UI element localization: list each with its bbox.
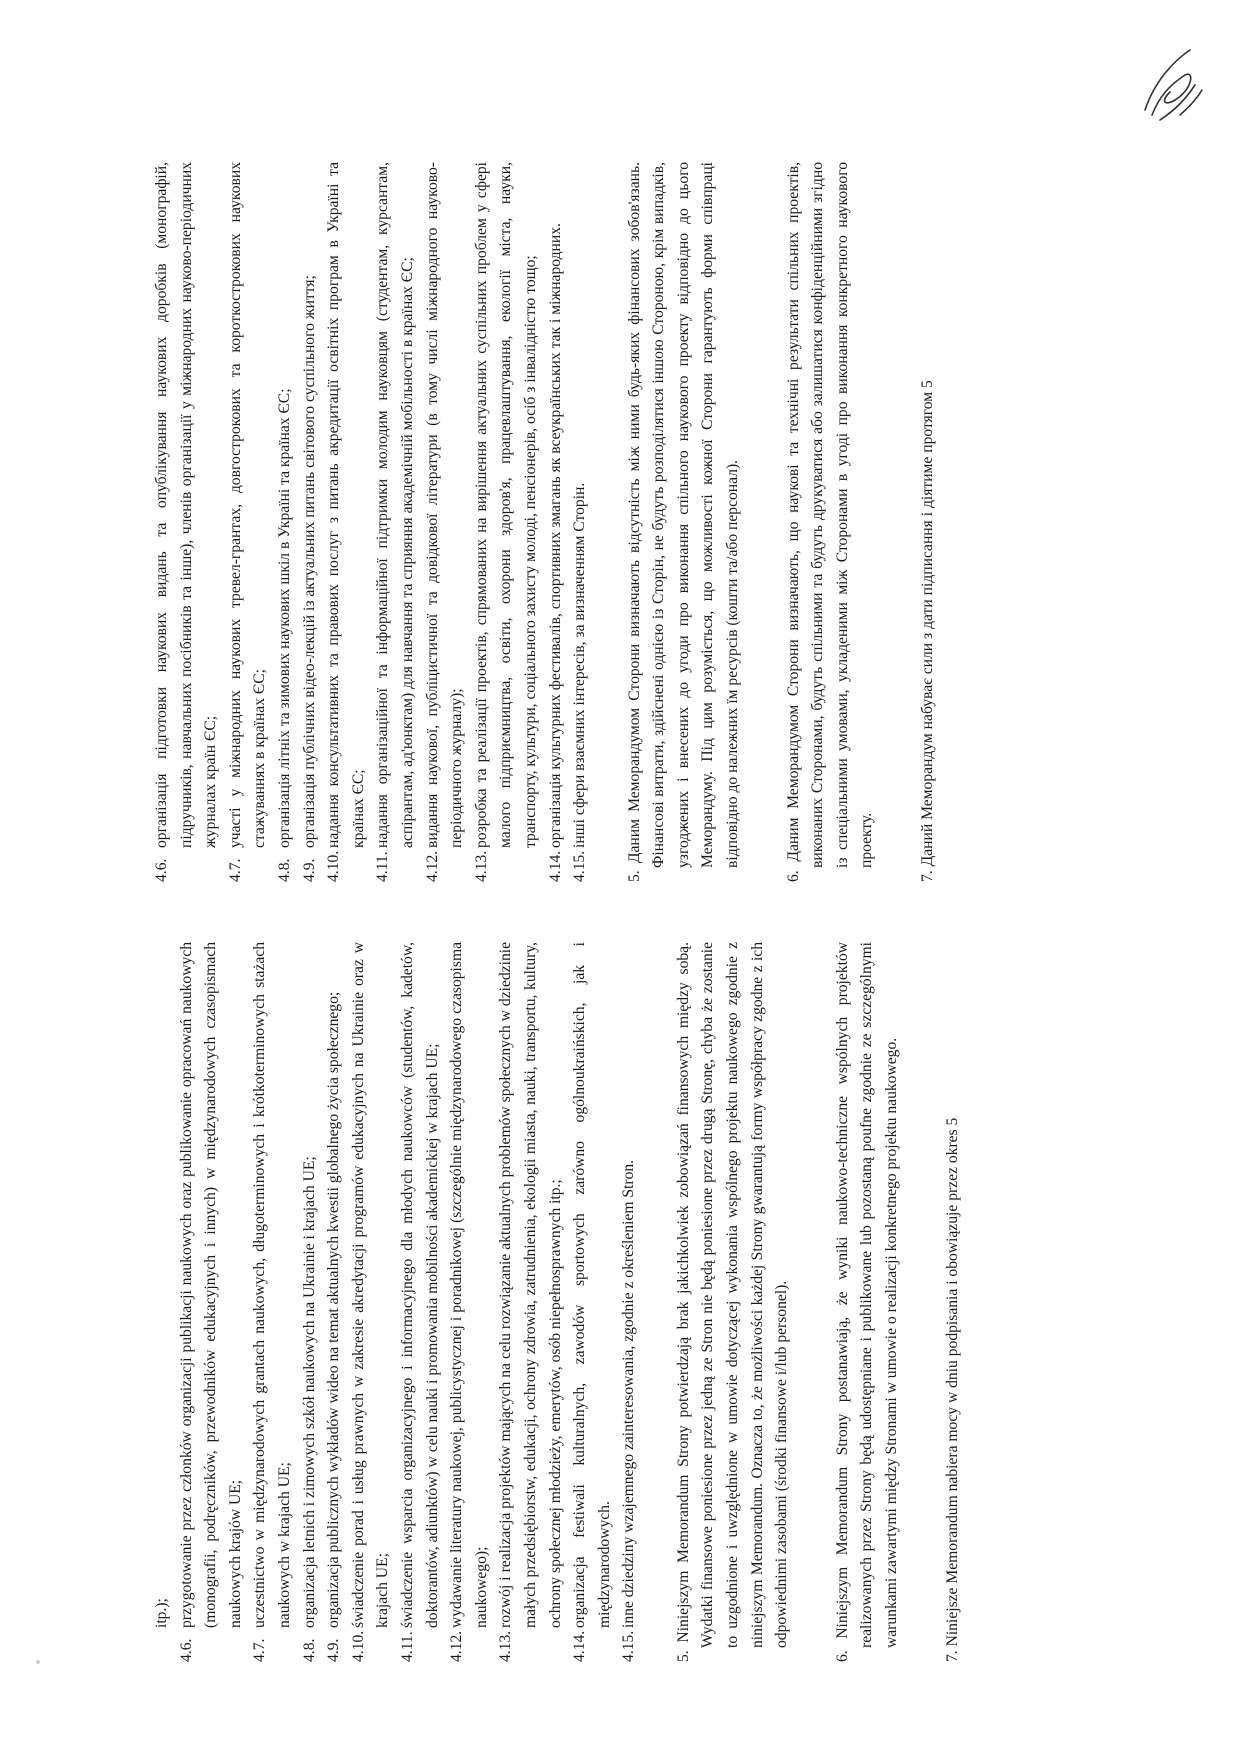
polish-column xyxy=(150,942,965,1662)
list-item: 4.9.організація публічних відео-лекцій із актуальних питань світового суспільного життя; xyxy=(300,275,318,882)
polish-item-list xyxy=(175,942,642,1662)
section-6: 6. Даним Меморандумом Сторони визначають, що наукові та технічні результати спільних проектів, виконаних Сторонами, будуть спільними та будуть друкуватися або залишатися конфіденційними згідно із спеціальними умовами, укладеними між Сторонами в угоді про виконання конкретного наукового проекту. xyxy=(784,162,876,882)
list-item: 4.8.organizacja letnich i zimowych szkół naukowych na Ukrainie i krajach UE; xyxy=(300,1156,318,1662)
list-item: 4.10.надання консультативних та правових послуг з питань акредитації освітніх програм в Україні та країнах ЄС; xyxy=(325,162,367,882)
list-item: 4.14.organizacja festiwali kulturalnych, zawodów sportowych zarówno ogólnoukraińskich, jak i międzynarodowych. xyxy=(571,942,613,1662)
section-7: 7. Даний Меморандум набуває сили з дати підписання і діятиме протягом 5 xyxy=(919,380,937,882)
ukrainian-column xyxy=(150,162,941,882)
section-7: 7. Niniejsze Memorandum nabiera mocy w dniu podpisania i obowiązuje przez okres 5 xyxy=(943,1117,961,1662)
list-item: 4.7.участі у міжнародних наукових тревел-грантах, довгострокових та короткострокових наукових стажуваннях в країнах ЄС; xyxy=(226,162,269,882)
list-item: 4.15.inne dziedziny wzajemnego zainteresowania, zgodnie z określeniem Stron. xyxy=(620,1159,638,1662)
list-item: 4.12.видання наукової, публіцистичної та довідкової літератури (в тому числі міжнародного науково-періодичного журналу); xyxy=(423,162,466,882)
list-item: 4.13.розробка та реалізації проектів, спрямованих на вирішення актуальних суспільних проблем у сфері малого підприємництва, освіти, охорони здоров'я, працевлаштування, екології міста, науки, транспорту, культури, соціального захисту молоді, пенсіонерів, осіб з інвалідністю тощо; xyxy=(472,162,539,882)
continuation-text: itp.); xyxy=(153,1598,170,1628)
list-item: 4.8.організація літніх та зимових наукових шкіл в Україні та країнах ЄС; xyxy=(275,388,293,882)
list-item: 4.14.організація культурних фестивалів, спортивних змагань як всеукраїнських так і міжнародних. xyxy=(546,223,564,882)
list-item: 4.12.wydawanie literatury naukowej, publicystycznej i poradnikowej (szczególnie międzynarodowego czasopisma naukowego); xyxy=(448,942,490,1662)
list-item: 4.6.організація підготовки наукових видань та опублікування наукових доробків (монографій, підручників, навчальних посібників та інше), членів організації у міжнародних науково-періодичних журналах країн ЄС; xyxy=(153,162,220,882)
list-item: 4.11.świadczenie wsparcia organizacyjnego i informacyjnego dla młodych naukowców (studentów, kadetów, doktorantów, adiunktów) w celu nauki i promowania mobilności akademickiej w krajach UE; xyxy=(398,942,441,1662)
list-item: 4.15.інші сфери взаємних інтересів, за визначенням Сторін. xyxy=(571,482,589,882)
list-item: 4.6.przygotowanie przez członków organizacji publikacji naukowych oraz publikowanie opracowań naukowych (monografii, podręczników, przewodników edukacyjnych i innych) w międzynarodowych czasopismach naukowych krajów UE; xyxy=(177,942,244,1662)
list-item: 4.11.надання організаційної та інформаційної підтримки молодим науковцям (студентам, курсантам, аспірантам, ад'юнктам) для навчання та сприяння академічній мобільності в країнах ЄС; xyxy=(374,162,416,882)
list-item: 4.10.świadczenie porad i usług prawnych w zakresie akredytacji programów edukacyjnych na Ukrainie oraz w krajach UE; xyxy=(349,942,392,1662)
list-item: 4.13.rozwój i realizacja projektów mających na celu rozwiązanie aktualnych problemów społecznych w dziedzinie małych przedsiębiorstw, edukacji, ochrony zdrowia, zatrudnienia, ekologii miasta, nauki, transportu, kultury, ochrony społecznej młodzieży, emerytów, osób niepełnosprawnych itp.; xyxy=(497,942,564,1662)
ukrainian-item-list xyxy=(150,162,593,882)
list-item: 4.9.organizacja publicznych wykładów wideo na temat aktualnych kwestii globalnego życia społecznego; xyxy=(325,991,343,1662)
section-6: 6. Niniejszym Memorandum Strony postanawiają, że wyniki naukowo-techniczne wspólnych projektów realizowanych przez Strony będą udostępniane i publikowane lub pozostaną poufne zgodnie ze szczególnymi warunkami zawartymi między Stronami w umowie o realizacji konkretnego projektu naukowego. xyxy=(833,942,901,1662)
section-5: 5. Даним Меморандумом Сторони визначають відсутність між ними будь-яких фінансових зобов'язань. Фінансові витрати, здійснені однією із Сторін, не будуть розподілятися іншою Стороною, крім випадків, узгоджених і внесених до угоди про виконання спільного наукового проекту відповідно до цього Меморандуму. Під цим розуміється, що можливості кожної Сторони гарантують форми співпраці відповідно до належних їм ресурсів (кошти та/або персонал). xyxy=(625,162,742,882)
section-5: 5. Niniejszym Memorandum Strony potwierdzają brak jakichkolwiek zobowiązań finansowych między sobą. Wydatki finansowe poniesione przez jedną ze Stron nie będą poniesione przez drugą Stronę, chyba że zostanie to uzgodnione i uwzględnione w umowie dotyczącej wykonania wspólnego projektu naukowego zgodnie z niniejszym Memorandum. Oznacza to, że możliwości każdej Strony gwarantują formy współpracy zgodne z ich odpowiednimi zasobami (środki finansowe i/lub personel). xyxy=(674,942,791,1662)
rotated-content xyxy=(70,52,1170,1702)
list-item: 4.7.uczestnictwo w międzynarodowych grantach naukowych, długoterminowych i krótkoterminowych stażach naukowych w krajach UE; xyxy=(251,942,293,1662)
scan-speck xyxy=(36,1660,40,1664)
